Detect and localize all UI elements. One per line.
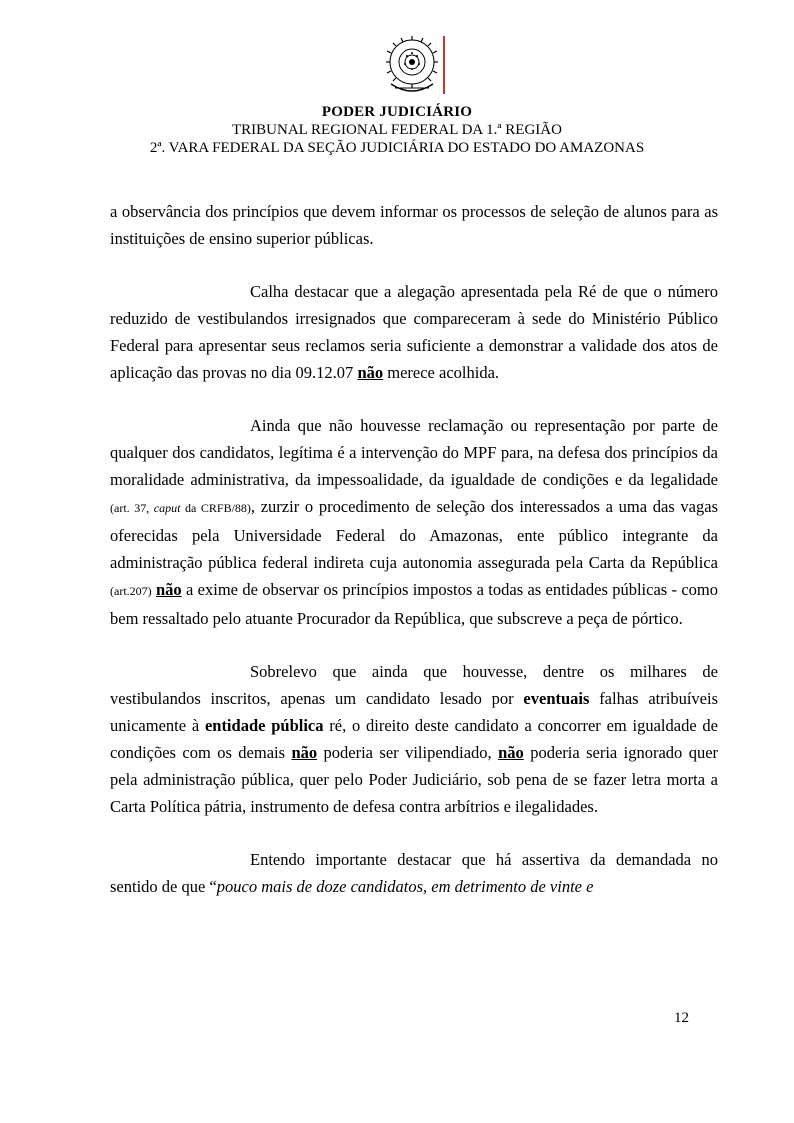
paragraph-3-text-b: , zurzir o procedimento de seleção dos interessados a uma das vagas oferecidas pela Universidade Federal do Amazonas, ente público integrante da administração pública federal indireta cuja autonomia assegurada pela Carta da República [110,497,718,572]
header-section: 2ª. VARA FEDERAL DA SEÇÃO JUDICIÁRIA DO ESTADO DO AMAZONAS [149,140,645,156]
paragraph-3-text-a: Ainda que não houvesse reclamação ou representação por parte de qualquer dos candidatos, legítima é a intervenção do MPF para, na defesa dos princípios da moralidade administrativa, da impessoalidade, da igualdade de condições e da legalidade [110,416,718,489]
citation-art207: (art.207) [110,584,152,598]
header-court: TRIBUNAL REGIONAL FEDERAL DA 1.ª REGIÃO [232,122,562,138]
emphasis-entidade-publica: entidade pública [204,716,324,735]
emphasis-eventuais: eventuais [523,689,590,708]
paragraph-4-text-e: poderia seria ignorado quer pela administração pública, quer pelo Poder Judiciário, sob pena de se fazer letra morta a Carta Política pátria, instrumento de defesa contra arbítrios e ilegalidades. [110,743,719,816]
paragraph-1 [110,198,718,252]
paragraph-4-text-b: falhas atribuíveis unicamente à [110,689,719,735]
paragraph-4-text-d: poderia ser vilipendiado, [317,743,499,762]
emphasis-nao: não [291,743,318,762]
emphasis-nao: não [498,743,524,762]
citation-art37-caput: caput [153,501,181,515]
header-power: PODER JUDICIÁRIO [321,104,473,120]
brazil-coat-of-arms-icon [381,32,443,98]
page-number: 12 [674,1010,689,1026]
document-body [110,198,718,926]
paragraph-3-text-c: a exime de observar os princípios impostos a todas as entidades públicas - como bem ressaltado pelo atuante Procurador da República, que subscreve a peça de pórtico. [110,580,719,628]
paragraph-5-text-a: Entendo importante destacar que há assertiva da demandada no sentido de que “ [110,850,718,896]
header-accent-bar [443,36,445,94]
paragraph-4-text-c: ré, o direito deste candidato a concorrer em igualdade de condições com os demais [110,716,719,762]
quoted-text: pouco mais de doze candidatos, em detrimento de vinte e [216,877,594,896]
paragraph-2 [110,278,718,386]
paragraph-4 [110,658,718,820]
citation-art37 [110,501,251,515]
paragraph-5 [110,846,718,900]
paragraph-2-text-b: merece acolhida. [383,363,500,382]
emphasis-nao: não [156,580,182,599]
citation-art37-a: (art. 37, [110,501,154,515]
citation-art37-b: da CRFB/88) [180,501,251,515]
paragraph-3 [110,412,718,632]
paragraph-2-text-a: Calha destacar que a alegação apresentada pela Ré de que o número reduzido de vestibulandos irresignados que compareceram à sede do Ministério Público Federal para apresentar seus reclamos seria suficiente a demonstrar a validade dos atos de aplicação das provas no dia 09.12.07 [110,282,718,382]
paragraph-1-text: a observância dos princípios que devem informar os processos de seleção de alunos para as instituições de ensino superior públicas. [110,202,718,248]
emphasis-nao: não [357,363,384,382]
paragraph-4-text-a: Sobrelevo que ainda que houvesse, dentre os milhares de vestibulandos inscritos, apenas um candidato lesado por [110,662,718,708]
